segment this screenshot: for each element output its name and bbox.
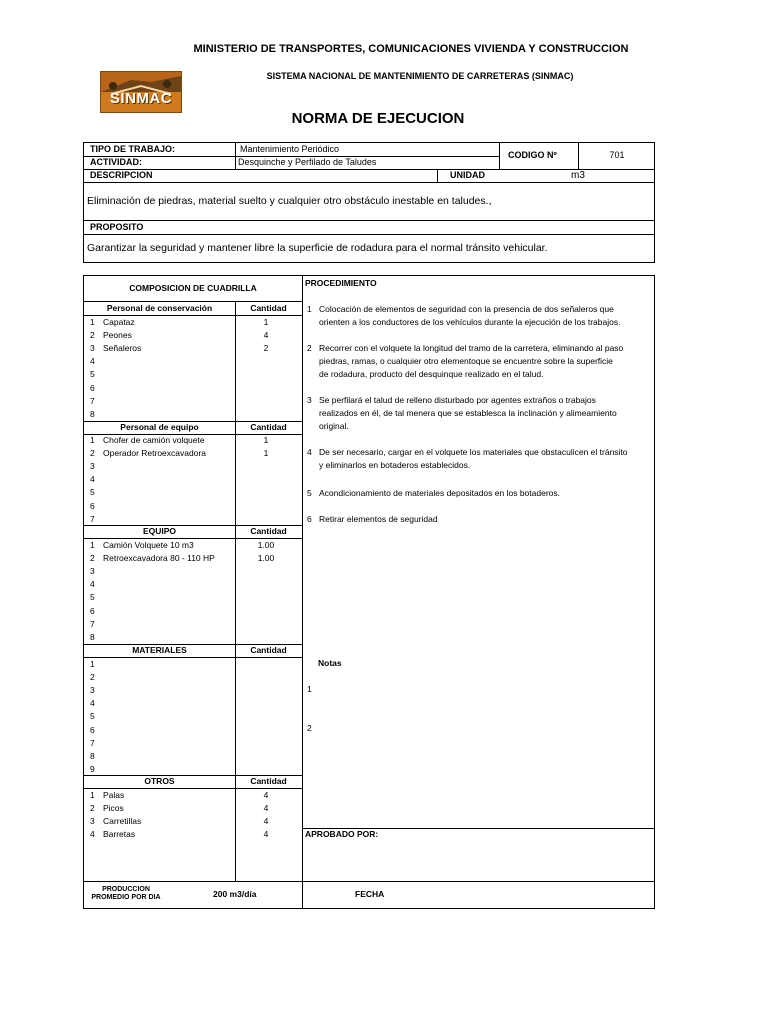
row-name: Operador Retroexcavadora [103,448,207,459]
table-row [84,552,302,565]
logo-text: SINMAC [109,90,173,107]
section-header: Personal de conservación [106,303,213,313]
row-number: 7 [90,395,95,406]
codigo-value: 701 [609,150,625,160]
row-number: 8 [90,631,95,642]
step-number: 5 [307,488,312,498]
unidad-label: UNIDAD [450,170,485,180]
page-title: NORMA DE EJECUCION [291,110,465,127]
row-number: 5 [90,487,95,498]
step-text: original. [319,421,349,432]
table-row [84,447,302,460]
table-row [84,724,302,737]
row-quantity: 4 [263,829,269,840]
row-number: 3 [90,461,95,472]
table-row [84,750,302,763]
step-text: Acondicionamiento de materiales depositados en los botaderos. [319,488,560,498]
row-name: Barretas [103,829,136,840]
row-number: 5 [90,592,95,603]
sinmac-logo [100,71,182,113]
ministry-heading: MINISTERIO DE TRANSPORTES, COMUNICACIONES VIVIENDA Y CONSTRUCCION [193,43,629,55]
table-row [84,684,302,697]
row-quantity: 4 [263,816,269,827]
system-heading: SISTEMA NACIONAL DE MANTENIMIENTO DE CARRETERAS (SINMAC) [266,71,574,81]
codigo-label: CODIGO Nº [508,150,557,160]
unidad-value: m3 [571,170,585,181]
row-number: 6 [90,500,95,511]
table-row [84,395,302,408]
row-number: 2 [90,553,95,564]
table-row [84,631,302,644]
table-row [84,697,302,710]
row-number: 8 [90,750,95,761]
step-number: 6 [307,514,312,524]
composicion-title: COMPOSICION DE CUADRILLA [129,283,257,293]
step-text: de rodadura, producto del desquinque realizado en el talud. [319,369,544,380]
row-quantity: 1.00 [257,553,275,564]
row-quantity: 1.00 [257,540,275,550]
row-number: 1 [90,435,95,445]
table-row [84,342,302,355]
row-number: 2 [90,803,95,814]
table-row [84,591,302,604]
row-name: Carretillas [103,816,142,827]
row-number: 3 [90,343,95,354]
row-number: 7 [90,618,95,629]
produccion-line2: PROMEDIO POR DIA [91,894,161,901]
procedure-step [307,394,647,434]
row-name: Camión Volquete 10 m3 [103,540,194,550]
tipo-value: Mantenimiento Periódico [240,144,340,154]
table-row [84,513,302,526]
table-row [84,460,302,473]
table-row [84,316,302,329]
step-number: 2 [307,343,312,353]
descripcion-label: DESCRIPCION [90,170,153,180]
table-row [84,368,302,381]
row-name: Señaleros [103,343,142,354]
step-text: Recorrer con el volquete la longitud del tramo de la carretera, eliminando al paso [319,343,624,353]
row-quantity: 2 [263,343,269,354]
row-number: 3 [90,685,95,696]
table-row [84,578,302,591]
table-row [84,737,302,750]
row-number: 4 [90,698,95,709]
table-row [84,329,302,342]
fecha-label: FECHA [355,889,385,899]
descripcion-text: Eliminación de piedras, material suelto y cualquier otro obstáculo inestable en taludes., [87,195,492,207]
row-quantity: 4 [263,803,269,814]
row-name: Palas [103,790,125,800]
row-number: 7 [90,737,95,748]
table-row [84,671,302,684]
table-row [84,815,302,828]
row-quantity: 1 [263,435,269,445]
cantidad-header: Cantidad [250,422,287,432]
section-header: Personal de equipo [120,422,199,432]
step-number: 1 [307,304,312,314]
row-number: 2 [90,672,95,683]
row-number: 5 [90,369,95,380]
table-row [84,763,302,776]
table-row [84,434,302,447]
table-row [84,565,302,578]
row-number: 6 [90,724,95,735]
row-name: Chofer de camión volquete [103,435,205,445]
row-name: Retroexcavadora 80 - 110 HP [103,553,215,564]
section-header: MATERIALES [132,645,187,655]
aprobado-label: APROBADO POR: [305,829,379,839]
tipo-label: TIPO DE TRABAJO: [90,144,176,154]
step-text: orienten a los conductores de los vehículos durante la ejecución de los trabajos. [319,317,621,328]
table-row [84,618,302,631]
table-row [84,473,302,486]
procedure-step [307,487,647,500]
row-number: 6 [90,382,95,393]
proposito-label: PROPOSITO [90,222,144,232]
cantidad-header: Cantidad [250,776,287,786]
row-number: 2 [90,330,95,341]
row-number: 4 [90,829,95,840]
step-text: realizados en él, de tal menera que se establesca la inclinación y alimeamiento [319,408,617,419]
cantidad-header: Cantidad [250,303,287,313]
procedure-step [307,342,647,382]
table-row [84,355,302,368]
row-number: 1 [90,659,95,669]
procedure-step [307,446,647,472]
table-row [84,605,302,618]
row-number: 3 [90,566,95,577]
procedure-step [307,513,647,526]
row-number: 2 [90,448,95,459]
notas-label: Notas [318,658,342,668]
row-number: 7 [90,513,95,524]
step-text: Colocación de elementos de seguridad con la presencia de dos señaleros que [319,304,614,314]
step-text: y eliminarlos en botaderos establecidos. [319,460,471,471]
section-header: EQUIPO [142,526,177,536]
row-number: 1 [90,790,95,800]
table-row [84,539,302,552]
row-quantity: 1 [263,448,269,459]
actividad-label: ACTIVIDAD: [90,157,142,167]
row-name: Peones [103,330,132,341]
cantidad-header: Cantidad [250,526,287,536]
produccion-value: 200 m3/día [213,889,257,899]
step-number: 4 [307,447,312,457]
table-row [84,710,302,723]
row-number: 5 [90,711,95,722]
row-number: 1 [90,317,95,327]
row-number: 8 [90,408,95,419]
row-number: 3 [90,816,95,827]
row-number: 6 [90,605,95,616]
procedure-step [307,303,647,329]
proposito-text: Garantizar la seguridad y mantener libre la superficie de rodadura para el normal tránsito vehicular. [87,242,548,254]
row-name: Picos [103,803,124,814]
procedimiento-title: PROCEDIMIENTO [305,278,377,288]
row-quantity: 4 [263,330,269,341]
table-row [84,486,302,499]
row-number: 4 [90,356,95,367]
step-number: 3 [307,395,312,405]
row-quantity: 1 [263,317,269,327]
table-row [84,382,302,395]
actividad-value: Desquinche y Perfilado de Taludes [238,157,377,167]
table-row [84,828,302,841]
row-number: 9 [90,763,95,774]
table-row [84,658,302,671]
section-header: OTROS [144,776,175,786]
table-row [84,408,302,421]
row-number: 1 [90,540,95,550]
step-text: Retirar elementos de seguridad [319,514,438,524]
produccion-line1: PRODUCCION [102,886,150,893]
row-number: 4 [90,579,95,590]
table-row [84,789,302,802]
step-text: piedras, ramas, o cualquier otro elementoque se encuentre sobre la superficie [319,356,613,367]
nota-1: 1 [307,684,312,694]
table-row [84,500,302,513]
row-quantity: 4 [263,790,269,800]
cantidad-header: Cantidad [250,645,287,655]
table-row [84,802,302,815]
nota-2: 2 [307,723,312,733]
produccion-label [84,886,168,902]
step-text: Se perfilará el talud de relleno disturbado por agentes extraños o trabajos [319,395,596,405]
step-text: De ser necesario, cargar en el volquete los materiales que obstaculicen el tránsito [319,447,628,457]
row-number: 4 [90,474,95,485]
row-name: Capataz [103,317,135,327]
